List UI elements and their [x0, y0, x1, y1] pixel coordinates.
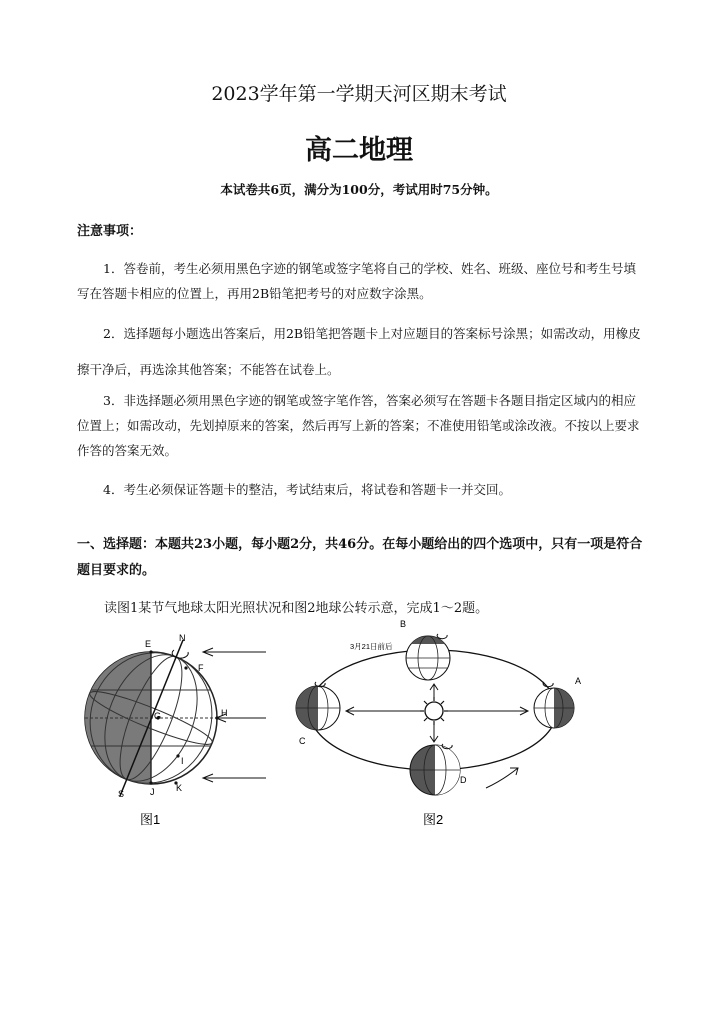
figure-1-caption: 图1 — [140, 812, 161, 827]
rotation-arrow-icon — [172, 650, 188, 658]
label-H: H — [221, 708, 228, 718]
night-side — [78, 628, 151, 833]
label-D: D — [460, 775, 467, 785]
section-heading: 一、选择题：本题共23小题，每小题2分，共46分。在每小题给出的四个选项中，只有一项是符合题目要求的。 — [77, 537, 643, 578]
notice-item-4-text: 4．考生必须保证答题卡的整洁，考试结束后，将试卷和答题卡一并交回。 — [103, 482, 511, 497]
subject-title: 高二地理 — [305, 135, 413, 166]
earth-D — [410, 738, 465, 802]
notice-item-4 — [77, 477, 643, 502]
label-K: K — [176, 783, 183, 793]
figure-2-caption: 图2 — [423, 812, 444, 827]
notice-item-3 — [77, 388, 643, 463]
label-F: F — [198, 663, 204, 673]
earth-B — [398, 628, 458, 680]
label-J: J — [150, 787, 155, 797]
notice-item-2 — [77, 316, 643, 388]
label-C: C — [299, 736, 306, 746]
exam-info: 本试卷共6页，满分为100分，考试用时75分钟。 — [220, 182, 498, 197]
question-intro: 读图1某节气地球太阳光照状况和图2地球公转示意，完成1～2题。 — [104, 601, 489, 616]
notice-item-1 — [77, 256, 643, 306]
sun-icon — [420, 697, 448, 725]
label-I: I — [181, 756, 184, 766]
label-A: A — [575, 676, 582, 686]
notice-heading: 注意事项： — [77, 224, 143, 239]
label-G: G — [154, 711, 162, 721]
figure-2 — [288, 618, 588, 830]
notice-item-3-text: 3．非选择题必须用黑色字迹的钢笔或签字笔作答，答案必须写在答题卡各题目指定区域内的相应位置上；如需改动，先划掉原来的答案，然后再写上新的答案；不准使用铅笔或涂改液。不按以上要求作答的答案无效。 — [77, 393, 640, 458]
label-N: N — [179, 633, 186, 643]
earth-A — [534, 678, 584, 738]
notice-item-1-text: 1．答卷前，考生必须用黑色字迹的钢笔或签字笔将自己的学校、姓名、班级、座位号和考生号填写在答题卡相应的位置上，再用2B铅笔把考号的对应数字涂黑。 — [77, 261, 636, 301]
exam-title: 2023学年第一学期天河区期末考试 — [211, 83, 507, 105]
label-S: S — [118, 789, 125, 799]
earth-C — [288, 678, 340, 738]
label-E: E — [145, 639, 152, 649]
date-label: 3月21日前后 — [350, 642, 393, 651]
notice-item-2-text: 2．选择题每小题选出答案后，用2B铅笔把答题卡上对应题目的答案标号涂黑；如需改动，用橡皮擦干净后，再选涂其他答案；不能答在试卷上。 — [77, 326, 641, 377]
label-B: B — [400, 619, 407, 629]
revolution-direction-arrow — [486, 768, 518, 788]
figure-1 — [78, 628, 278, 833]
